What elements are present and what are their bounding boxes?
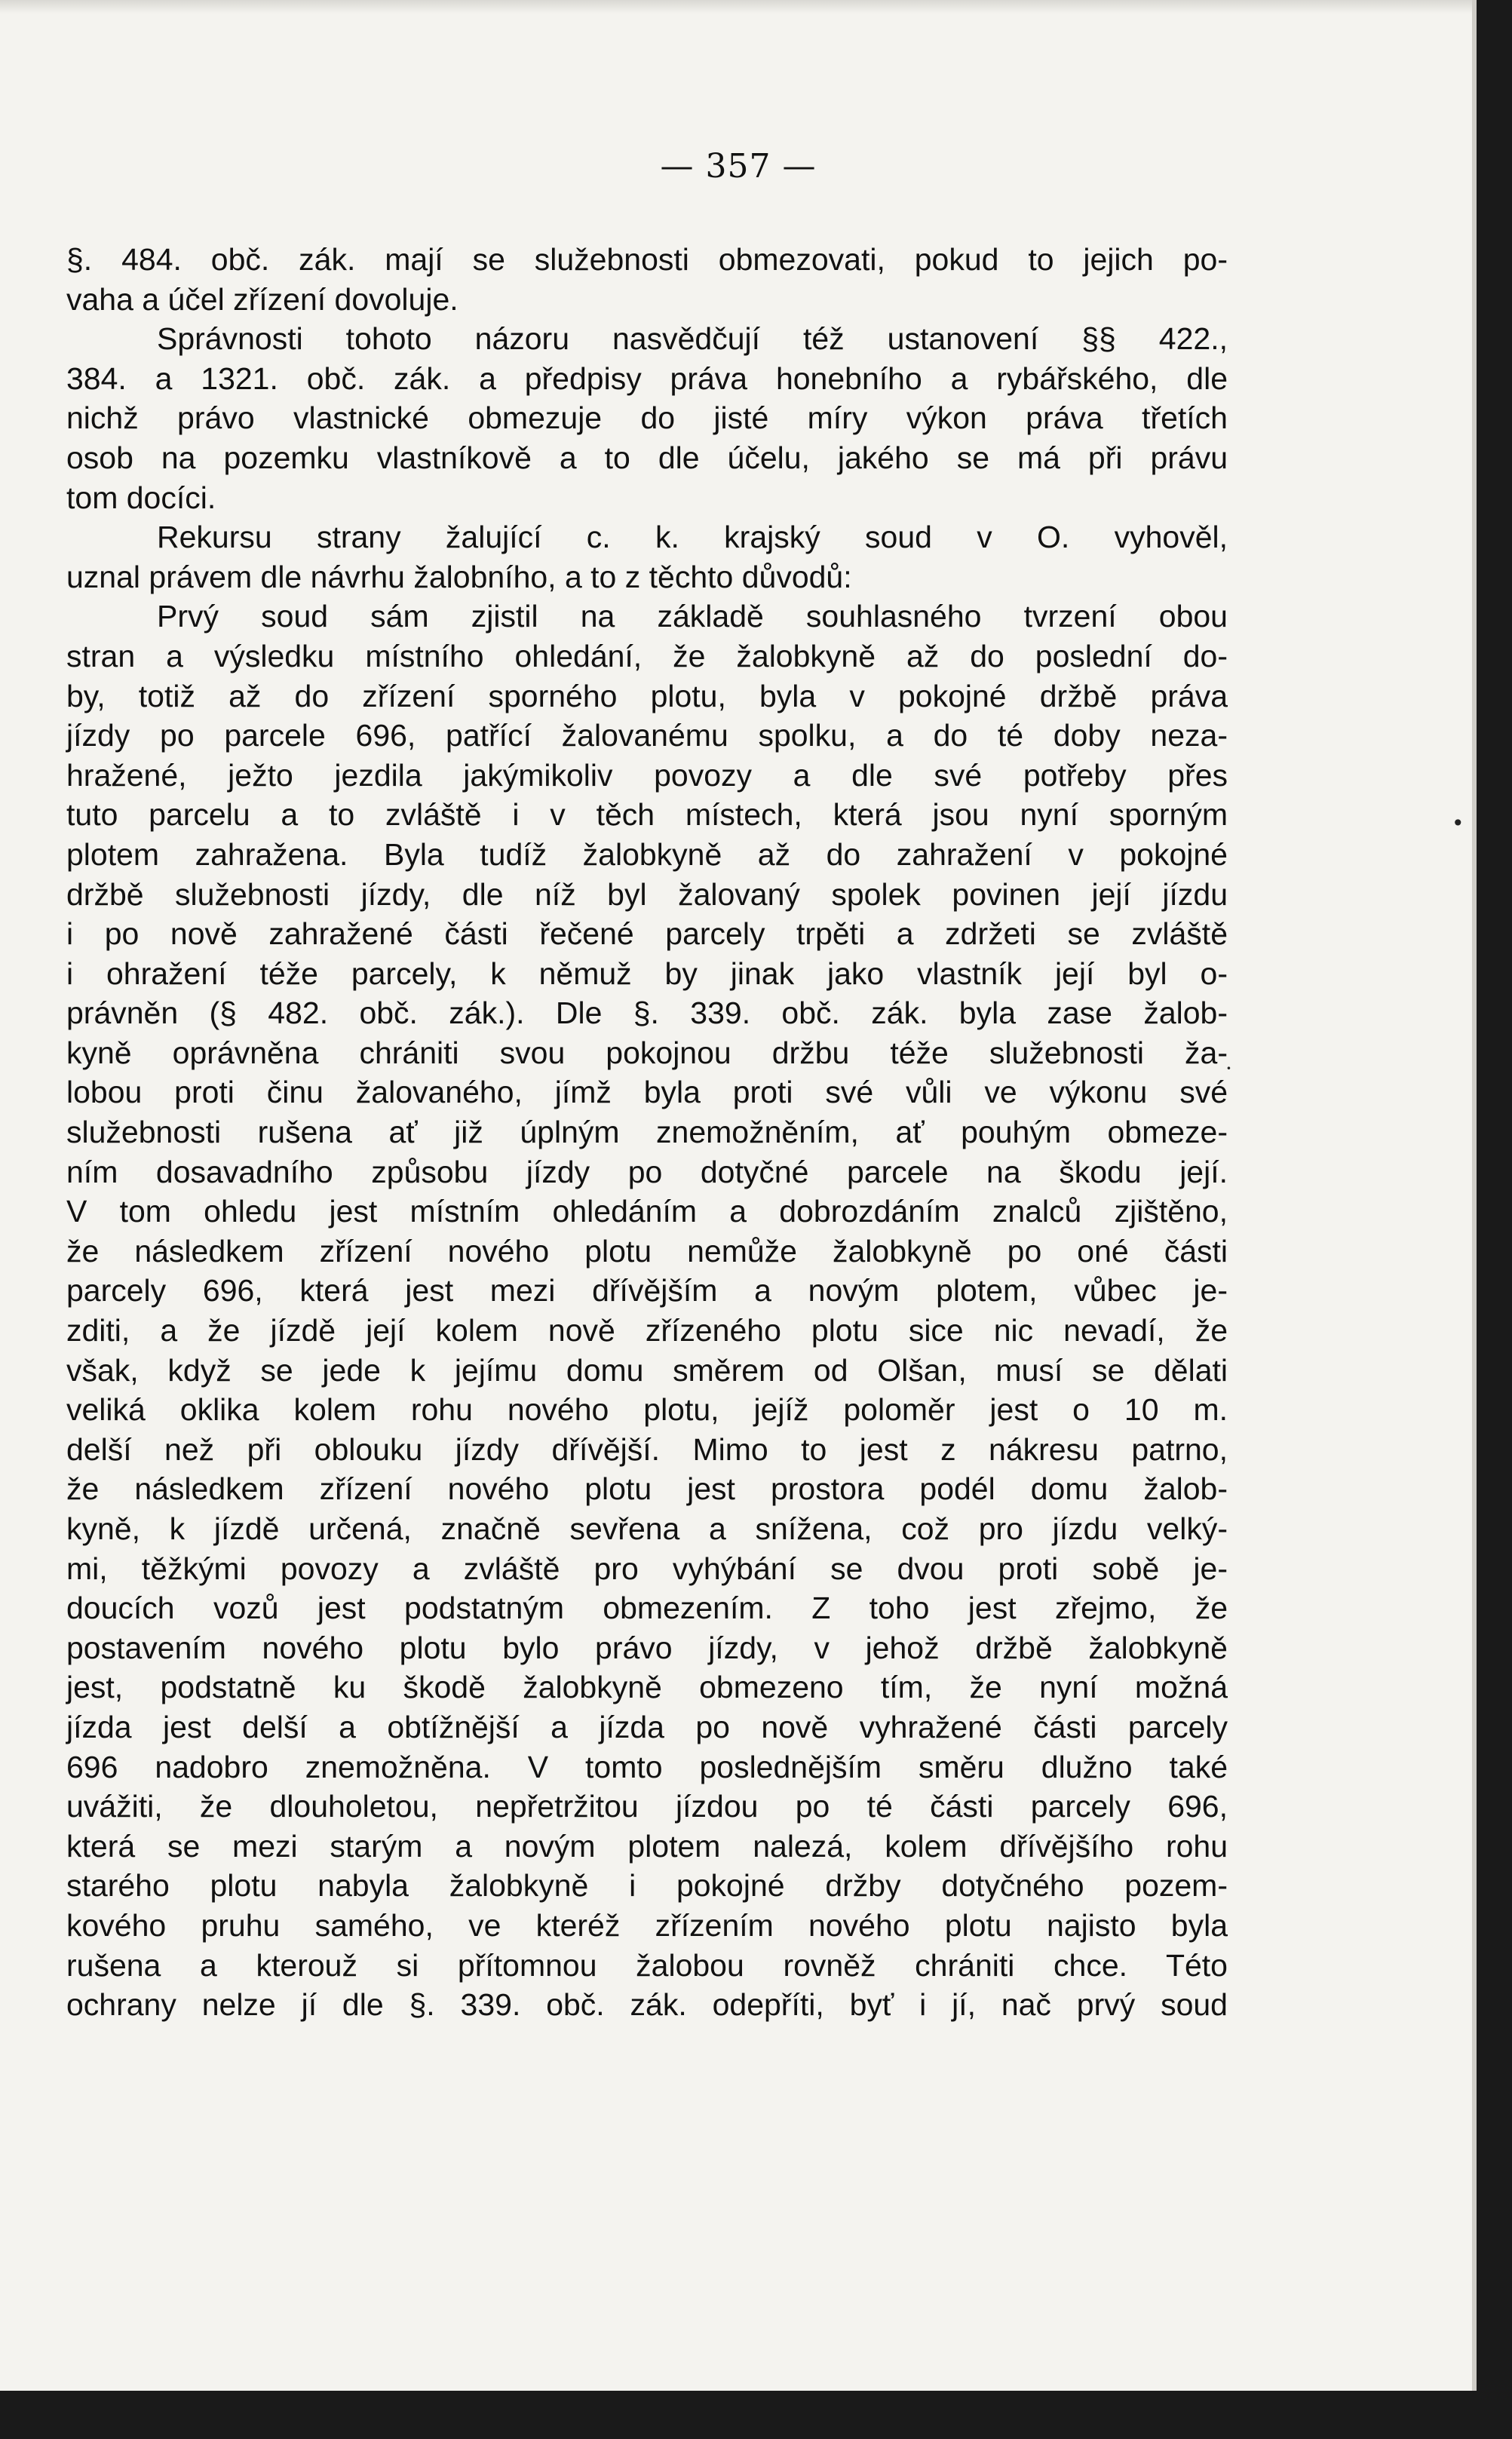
text-line bbox=[66, 637, 1228, 676]
line-text: ním dosavadního způsobu jízdy po dotyčné parcele na škodu její. bbox=[66, 1154, 1228, 1189]
line-text: veliká oklika kolem rohu nového plotu, jejíž poloměr jest o 10 m. bbox=[66, 1392, 1228, 1428]
text-line bbox=[66, 1072, 1228, 1112]
line-text: by, totiž až do zřízení sporného plotu, byla v pokojné držbě práva bbox=[66, 678, 1228, 713]
line-text: §. 484. obč. zák. mají se služebnosti obmezovati, pokud to jejich po- bbox=[66, 242, 1228, 277]
body-text bbox=[66, 240, 1228, 2025]
paragraph-p2 bbox=[66, 319, 1228, 517]
text-line bbox=[66, 1787, 1228, 1827]
text-line bbox=[66, 478, 1228, 518]
scan-speck: · bbox=[1225, 1056, 1232, 1081]
paragraph-p3 bbox=[66, 517, 1228, 597]
text-line bbox=[66, 676, 1228, 716]
text-line bbox=[66, 280, 1228, 320]
text-line bbox=[66, 517, 1228, 557]
text-line bbox=[66, 438, 1228, 478]
line-text: osob na pozemku vlastníkově a to dle účelu, jakého se má při právu bbox=[66, 440, 1228, 475]
text-line bbox=[66, 1509, 1228, 1549]
line-text: jest, podstatně ku škodě žalobkyně obmezeno tím, že nyní možná bbox=[66, 1670, 1228, 1705]
paragraph-p1 bbox=[66, 240, 1228, 319]
paragraph-p4 bbox=[66, 597, 1228, 2024]
line-text: mi, těžkými povozy a zvláště pro vyhýbání se dvou proti sobě je- bbox=[66, 1551, 1228, 1586]
line-text: uvážiti, že dlouholetou, nepřetržitou jízdou po té části parcely 696, bbox=[66, 1789, 1228, 1824]
line-text: V tom ohledu jest místním ohledáním a dobrozdáním znalců zjištěno, bbox=[66, 1194, 1228, 1229]
line-text: držbě služebnosti jízdy, dle níž byl žalovaný spolek povinen její jízdu bbox=[66, 876, 1228, 912]
line-text: plotem zahražena. Byla tudíž žalobkyně až do zahražení v pokojné bbox=[66, 836, 1228, 872]
line-text: rušena a kterouž si přítomnou žalobou rovněž chrániti chce. Této bbox=[66, 1947, 1228, 1983]
text-line bbox=[66, 914, 1228, 954]
text-line bbox=[66, 1390, 1228, 1430]
text-line bbox=[66, 993, 1228, 1033]
page-number: — 357 — bbox=[660, 147, 817, 186]
text-line bbox=[66, 319, 1228, 359]
line-text: 384. a 1321. obč. zák. a předpisy práva honebního a rybářského, dle bbox=[66, 360, 1228, 396]
text-line bbox=[66, 1667, 1228, 1707]
line-text: kyně oprávněna chrániti svou pokojnou držbu téže služebnosti ža- bbox=[66, 1035, 1228, 1070]
line-text: služebnosti rušena ať již úplným znemožněním, ať pouhým obmeze- bbox=[66, 1115, 1228, 1150]
scan-speck: • bbox=[1452, 811, 1464, 836]
line-text: zditi, a že jízdě její kolem nově zřízeného plotu sice nic nevadí, že bbox=[66, 1313, 1228, 1348]
line-text: hražené, ježto jezdila jakýmikoliv povozy a dle své potřeby přes bbox=[66, 757, 1228, 793]
text-line bbox=[66, 1112, 1228, 1152]
line-text: doucích vozů jest podstatným obmezením. Z toho jest zřejmo, že bbox=[66, 1591, 1228, 1626]
text-line bbox=[66, 1747, 1228, 1787]
scan-edge-right bbox=[1472, 0, 1477, 2391]
text-line bbox=[66, 1549, 1228, 1589]
line-text: stran a výsledku místního ohledání, že žalobkyně až do poslední do- bbox=[66, 638, 1228, 673]
text-line bbox=[66, 875, 1228, 915]
scan-edge-top bbox=[0, 0, 1477, 14]
text-line bbox=[66, 1707, 1228, 1747]
text-line bbox=[66, 398, 1228, 438]
line-text: i ohražení téže parcely, k němuž by jinak jako vlastník její byl o- bbox=[66, 956, 1228, 991]
text-line bbox=[66, 954, 1228, 994]
text-line bbox=[66, 1232, 1228, 1272]
text-line bbox=[66, 1351, 1228, 1391]
line-text: postavením nového plotu bylo právo jízdy, v jehož držbě žalobkyně bbox=[66, 1630, 1228, 1665]
line-text: že následkem zřízení nového plotu jest prostora podél domu žalob- bbox=[66, 1471, 1228, 1507]
text-line bbox=[66, 1033, 1228, 1073]
text-line bbox=[66, 1192, 1228, 1232]
text-line bbox=[66, 1827, 1228, 1867]
line-text: delší než při oblouku jízdy dřívější. Mimo to jest z nákresu patrno, bbox=[66, 1431, 1228, 1467]
text-line bbox=[66, 1311, 1228, 1351]
text-line bbox=[66, 1628, 1228, 1668]
line-text: právněn (§ 482. obč. zák.). Dle §. 339. obč. zák. byla zase žalob- bbox=[66, 996, 1228, 1031]
text-line bbox=[66, 557, 1228, 597]
line-text: jízda jest delší a obtížnější a jízda po nově vyhražené části parcely bbox=[66, 1709, 1228, 1744]
line-text: však, když se jede k jejímu domu směrem od Olšan, musí se dělati bbox=[66, 1352, 1228, 1388]
line-text: jízdy po parcele 696, patřící žalovanému spolku, a do té doby neza- bbox=[66, 718, 1228, 753]
text-line bbox=[66, 597, 1228, 637]
text-line bbox=[66, 716, 1228, 756]
line-text: která se mezi starým a novým plotem nalezá, kolem dřívějšího rohu bbox=[66, 1828, 1228, 1864]
line-text: vaha a účel zřízení dovoluje. bbox=[66, 281, 459, 317]
line-text: Rekursu strany žalující c. k. krajský soud v O. vyhověl, bbox=[157, 520, 1228, 555]
line-text: tom docíci. bbox=[66, 480, 216, 515]
line-text: ochrany nelze jí dle §. 339. obč. zák. odepříti, byť i jí, nač prvý soud bbox=[66, 1987, 1228, 2023]
text-line bbox=[66, 756, 1228, 796]
line-text: i po nově zahražené části řečené parcely trpěti a zdržeti se zvláště bbox=[66, 916, 1228, 952]
text-line bbox=[66, 1866, 1228, 1906]
text-line bbox=[66, 1906, 1228, 1946]
line-text: Prvý soud sám zjistil na základě souhlasného tvrzení obou bbox=[157, 599, 1228, 634]
line-text: uznal právem dle návrhu žalobního, a to z těchto důvodů: bbox=[66, 559, 852, 594]
text-line bbox=[66, 795, 1228, 835]
text-line bbox=[66, 1985, 1228, 2025]
line-text: nichž právo vlastnické obmezuje do jisté míry výkon práva třetích bbox=[66, 400, 1228, 436]
text-line bbox=[66, 1588, 1228, 1628]
line-text: parcely 696, která jest mezi dřívějším a novým plotem, vůbec je- bbox=[66, 1273, 1228, 1308]
line-text: tuto parcelu a to zvláště i v těch místech, která jsou nyní sporným bbox=[66, 797, 1228, 833]
text-line bbox=[66, 240, 1228, 280]
line-text: Správnosti tohoto názoru nasvědčují též ustanovení §§ 422., bbox=[157, 321, 1228, 357]
text-line bbox=[66, 1430, 1228, 1470]
text-line bbox=[66, 1469, 1228, 1509]
text-line bbox=[66, 1271, 1228, 1311]
line-text: kyně, k jízdě určená, značně sevřena a snížena, což pro jízdu velký- bbox=[66, 1511, 1228, 1546]
text-line bbox=[66, 1152, 1228, 1192]
line-text: 696 nadobro znemožněna. V tomto poslednějším směru dlužno také bbox=[66, 1749, 1228, 1784]
line-text: starého plotu nabyla žalobkyně i pokojné držby dotyčného pozem- bbox=[66, 1868, 1228, 1904]
line-text: kového pruhu samého, ve kteréž zřízením nového plotu najisto byla bbox=[66, 1907, 1228, 1943]
text-line bbox=[66, 1946, 1228, 1986]
text-line bbox=[66, 359, 1228, 399]
line-text: lobou proti činu žalovaného, jímž byla proti své vůli ve výkonu své bbox=[66, 1075, 1228, 1110]
line-text: že následkem zřízení nového plotu nemůže žalobkyně po oné části bbox=[66, 1233, 1228, 1269]
text-line bbox=[66, 835, 1228, 875]
